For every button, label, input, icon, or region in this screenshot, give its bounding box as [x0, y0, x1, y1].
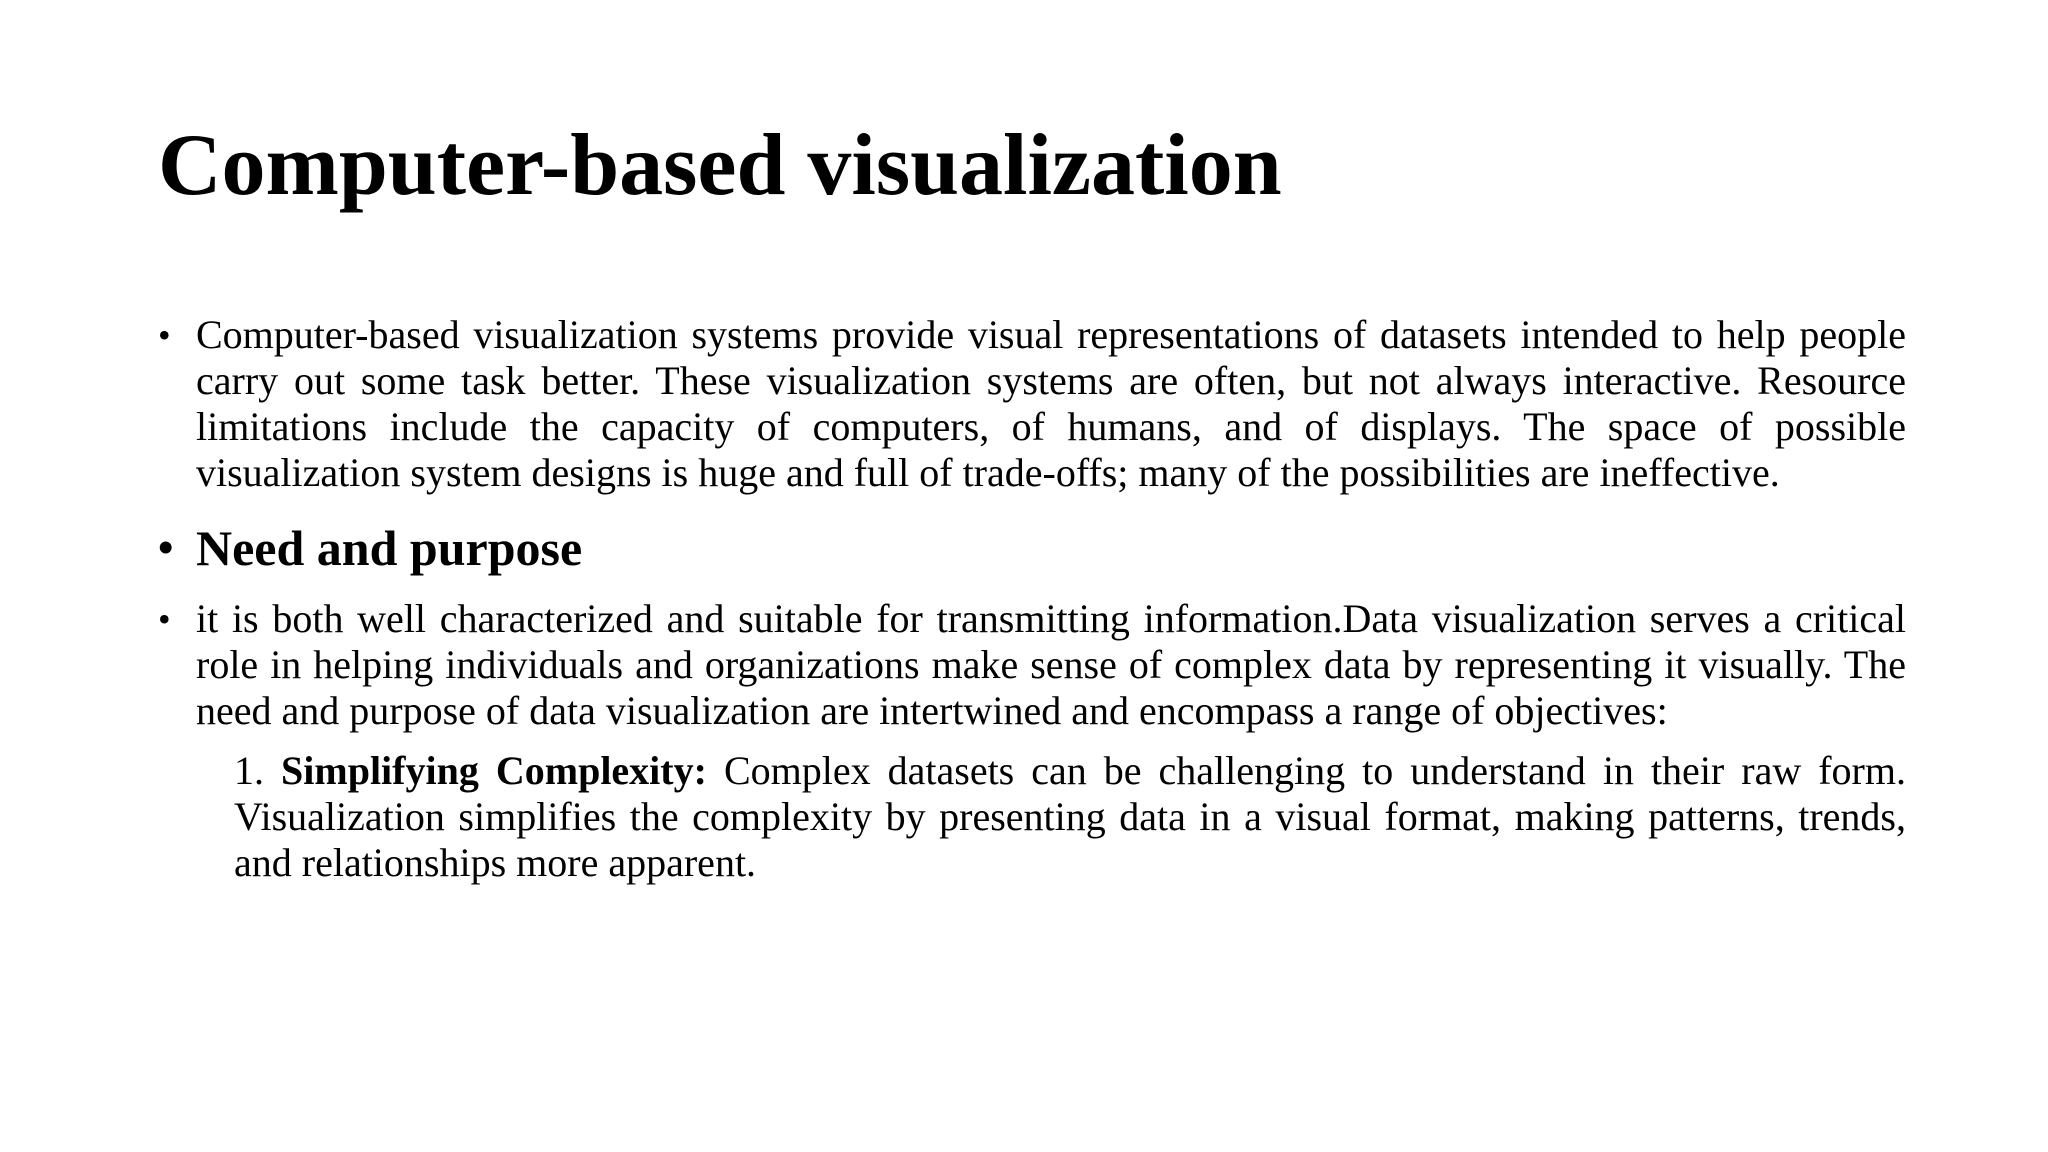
slide-title: Computer-based visualization — [158, 117, 1282, 214]
bullet-text: it is both well characterized and suitable for transmitting information.Data visualization serves a critical role in helping individuals and organizations make sense of complex data by representing it visually. The need and purpose of data visualization are intertwined and encompass a range of objectives: — [196, 596, 1906, 733]
item-heading: Simplifying Complexity: — [281, 748, 707, 793]
section-heading: Need and purpose — [196, 520, 583, 576]
item-text: Complex datasets can be challenging to understand in their raw form. Visualization simplifies the complexity by presenting data in a visual format, making patterns, trends, and relationships more apparent. — [234, 748, 1906, 885]
item-number: 1. — [234, 748, 264, 793]
numbered-item — [234, 748, 1906, 886]
bullet-item-heading — [158, 520, 1906, 576]
bullet-item-purpose — [158, 596, 1906, 734]
bullet-marker: • — [158, 599, 171, 639]
bullet-marker: • — [158, 315, 171, 355]
bullet-text: Computer-based visualization systems provide visual representations of datasets intended to help people carry out some task better. These visualization systems are often, but not always interactive. Resource limitations include the capacity of computers, of humans, and of displays. The space of possible visualization system designs is huge and full of trade-offs; many of the possibilities are ineffective. — [196, 312, 1906, 495]
slide-body — [158, 312, 1906, 886]
bullet-marker: • — [158, 523, 174, 572]
bullet-item-intro — [158, 312, 1906, 496]
